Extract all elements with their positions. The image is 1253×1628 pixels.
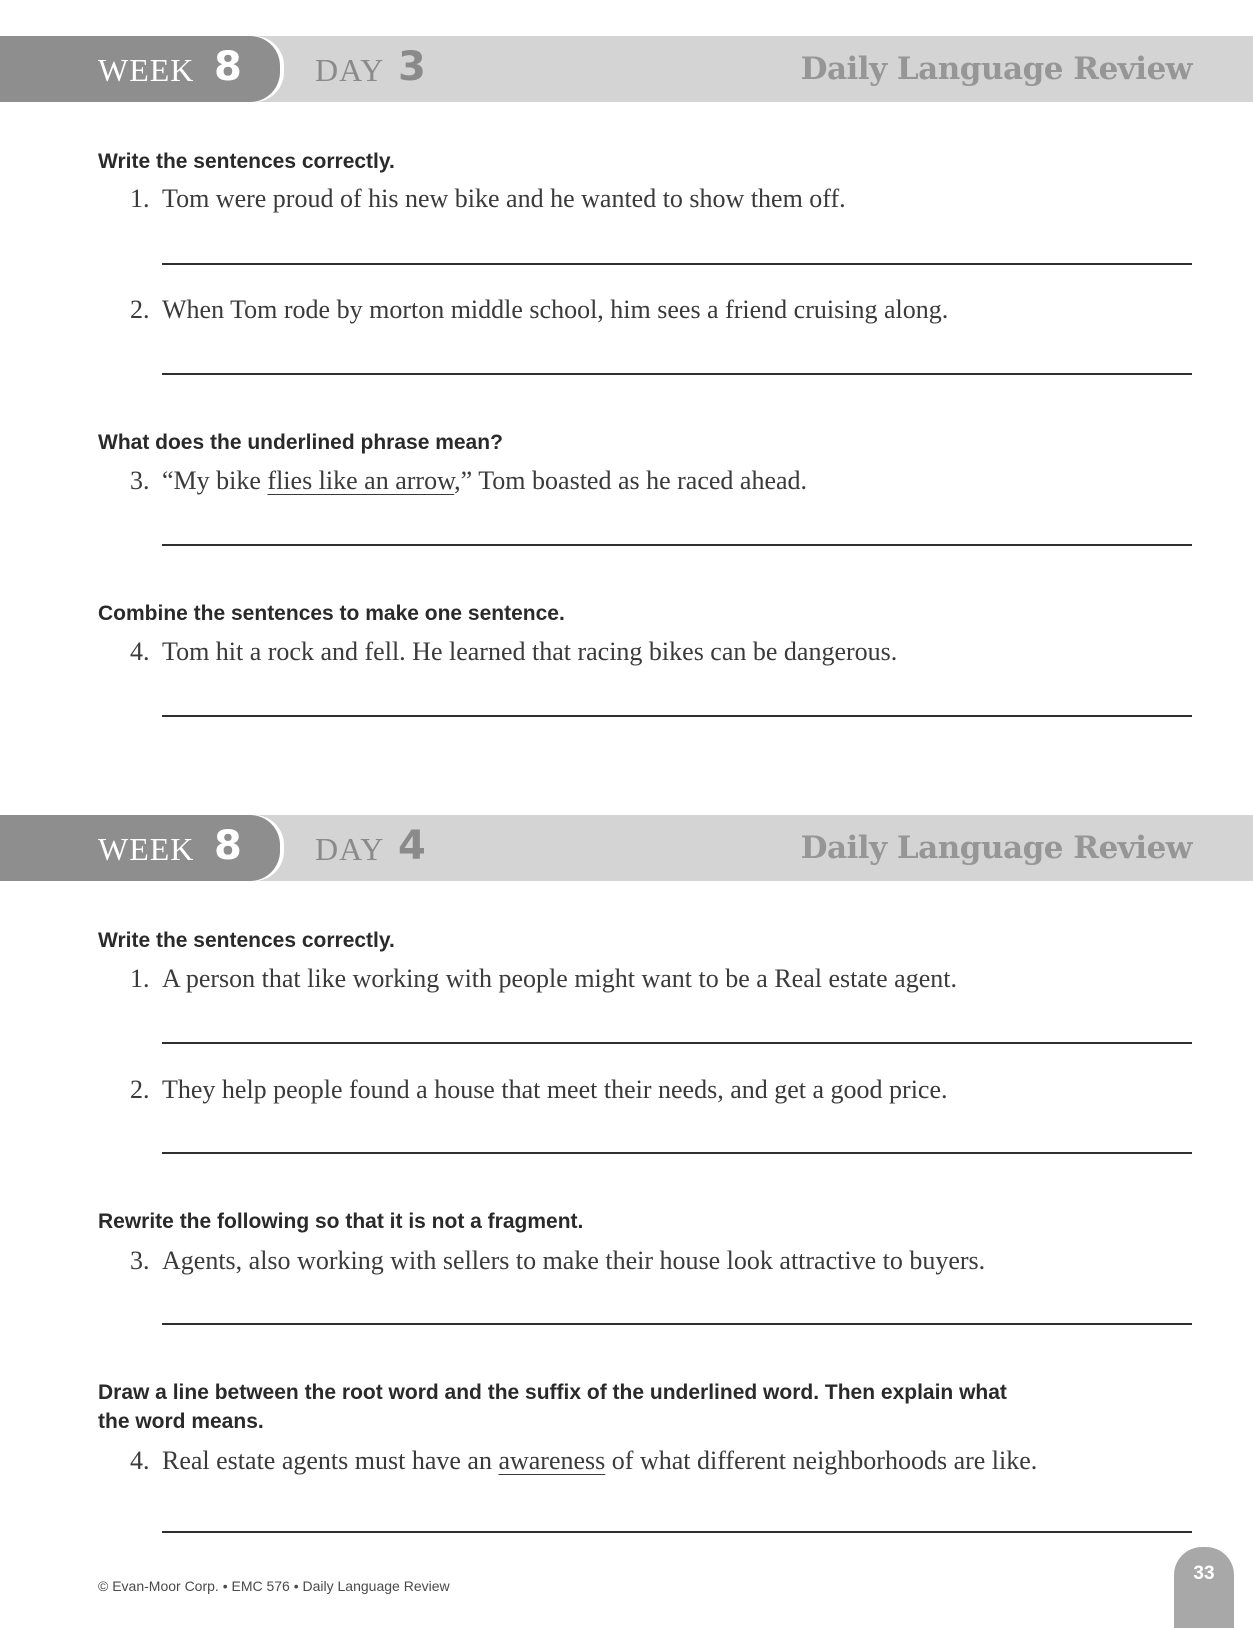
question-text: Agents, also working with sellers to make their house look attractive to buyers. bbox=[162, 1246, 986, 1275]
answer-line[interactable] bbox=[162, 1531, 1192, 1533]
question-text-before: Real estate agents must have an bbox=[162, 1446, 499, 1475]
question-text: When Tom rode by morton middle school, him sees a friend cruising along. bbox=[162, 295, 949, 324]
week-label: WEEK bbox=[98, 52, 195, 88]
question-number: 1. bbox=[130, 184, 150, 213]
question-text-after: ,” Tom boasted as he raced ahead. bbox=[454, 466, 808, 495]
answer-line[interactable] bbox=[162, 263, 1192, 265]
instruction bbox=[98, 1378, 1007, 1436]
banner-title: Daily Language Review bbox=[800, 830, 1192, 866]
question-text: A person that like working with people might want to be a Real estate agent. bbox=[162, 964, 957, 993]
instruction: Write the sentences correctly. bbox=[98, 150, 395, 173]
instruction: Rewrite the following so that it is not a fragment. bbox=[98, 1210, 584, 1233]
day4-header-banner bbox=[0, 815, 1253, 881]
instruction-line-1: Draw a line between the root word and the suffix of the underlined word. Then explain what bbox=[98, 1381, 1007, 1404]
answer-line[interactable] bbox=[162, 544, 1192, 546]
question-item bbox=[130, 1075, 948, 1105]
question-item bbox=[130, 466, 807, 496]
question-text-after: of what different neighborhoods are like. bbox=[605, 1446, 1038, 1475]
question-item bbox=[130, 637, 897, 667]
day3-header-banner bbox=[0, 36, 1253, 102]
underlined-phrase: flies like an arrow bbox=[267, 466, 455, 495]
question-number: 4. bbox=[130, 637, 150, 666]
question-item bbox=[130, 964, 957, 994]
week-label: WEEK bbox=[98, 831, 195, 867]
question-item bbox=[130, 1446, 1037, 1476]
question-number: 2. bbox=[130, 295, 150, 324]
question-text: They help people found a house that meet their needs, and get a good price. bbox=[162, 1075, 948, 1104]
question-text: Tom were proud of his new bike and he wanted to show them off. bbox=[162, 184, 846, 213]
answer-line[interactable] bbox=[162, 1042, 1192, 1044]
answer-line[interactable] bbox=[162, 715, 1192, 717]
day-label: DAY bbox=[315, 831, 385, 867]
question-number: 1. bbox=[130, 964, 150, 993]
instruction: What does the underlined phrase mean? bbox=[98, 431, 503, 454]
page-number: 33 bbox=[1193, 1563, 1215, 1584]
copyright-footer: © Evan-Moor Corp. • EMC 576 • Daily Language Review bbox=[98, 1578, 450, 1594]
banner-title: Daily Language Review bbox=[800, 51, 1192, 87]
question-number: 4. bbox=[130, 1446, 150, 1475]
day-label: DAY bbox=[315, 52, 385, 88]
week-number: 8 bbox=[214, 44, 242, 90]
week-number: 8 bbox=[214, 823, 242, 869]
instruction: Write the sentences correctly. bbox=[98, 929, 395, 952]
question-number: 3. bbox=[130, 1246, 150, 1275]
question-item bbox=[130, 184, 846, 214]
question-item bbox=[130, 295, 948, 325]
question-text: Tom hit a rock and fell. He learned that racing bikes can be dangerous. bbox=[162, 637, 898, 666]
answer-line[interactable] bbox=[162, 1152, 1192, 1154]
question-number: 2. bbox=[130, 1075, 150, 1104]
answer-line[interactable] bbox=[162, 373, 1192, 375]
day-number: 4 bbox=[398, 823, 426, 869]
question-item bbox=[130, 1246, 985, 1276]
instruction: Combine the sentences to make one sentence. bbox=[98, 602, 565, 625]
day-number: 3 bbox=[398, 44, 426, 90]
question-text-before: “My bike bbox=[162, 466, 268, 495]
underlined-word: awareness bbox=[498, 1446, 606, 1475]
answer-line[interactable] bbox=[162, 1323, 1192, 1325]
instruction-line-2: the word means. bbox=[98, 1410, 264, 1433]
question-number: 3. bbox=[130, 466, 150, 495]
page-number-tab bbox=[1174, 1547, 1234, 1628]
